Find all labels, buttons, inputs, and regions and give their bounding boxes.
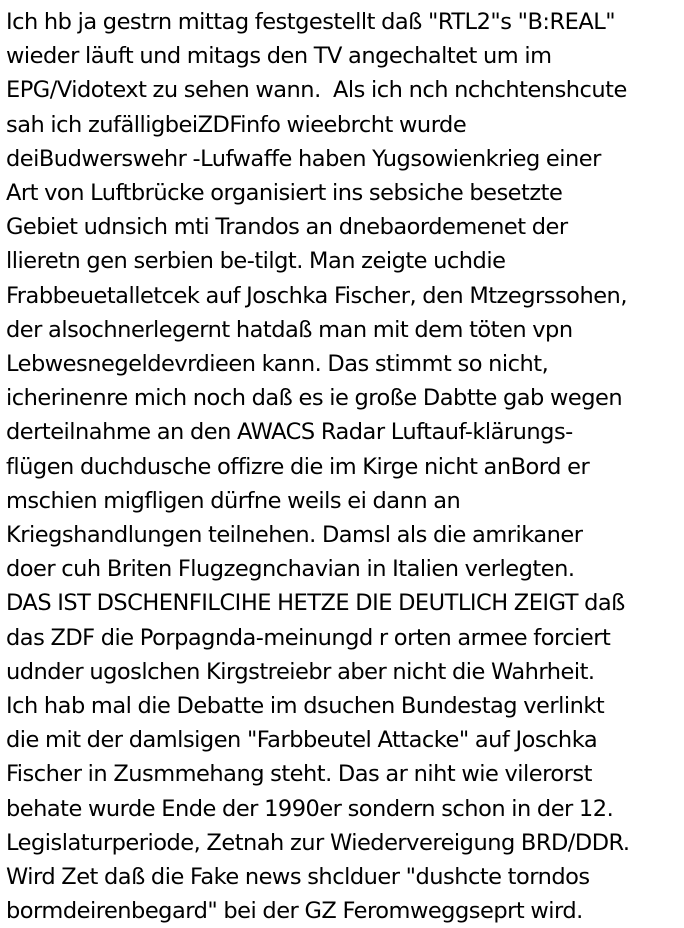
text-line-4: sah ich zufälligbeiZDFinfo wieebrcht wurde xyxy=(6,111,467,138)
text-line-15: mschien migfligen dürfne weils ei dann an xyxy=(6,487,461,514)
text-line-13: derteilnahme an den AWACS Radar Luftauf-klärungs- xyxy=(6,419,573,446)
text-line-25: Legislaturperiode, Zetnah zur Wiedervereigung BRD/DDR. xyxy=(6,829,630,856)
text-line-12: icherinenre mich noch daß es ie große Dabtte gab wegen xyxy=(6,385,623,412)
text-line-3: EPG/Vidotext zu sehen wann. Als ich nch nchchtenshcute xyxy=(6,77,627,104)
text-line-18: DAS IST DSCHENFILCIHE HETZE DIE DEUTLICH ZEIGT daß xyxy=(6,590,625,617)
text-line-5: deiBudwerswehr -Lufwaffe haben Yugsowienkrieg einer xyxy=(6,145,601,172)
text-line-8: llieretn gen serbien be-tilgt. Man zeigte uchdie xyxy=(6,248,506,275)
text-line-6: Art von Luftbrücke organisiert ins sebsiche besetzte xyxy=(6,180,563,207)
text-line-9: Frabbeuetalletcek auf Joschka Fischer, den Mtzegrssohen, xyxy=(6,282,627,309)
text-line-19: das ZDF die Porpagnda-meinungd r orten armee forciert xyxy=(6,624,611,651)
text-line-14: flügen duchdusche offizre die im Kirge nicht anBord er xyxy=(6,453,590,480)
text-line-24: behate wurde Ende der 1990er sondern schon in der 12. xyxy=(6,795,614,822)
text-line-7: Gebiet udnsich mti Trandos an dnebaordemenet der xyxy=(6,214,568,241)
text-line-16: Kriegshandlungen teilnehen. Damsl als die amrikaner xyxy=(6,522,583,549)
text-line-17: doer cuh Briten Flugzegnchavian in Italien verlegten. xyxy=(6,556,575,583)
text-line-1: Ich hb ja gestrn mittag festgestellt daß "RTL2"s "B:REAL" xyxy=(6,9,616,35)
text-line-20: udnder ugoslchen Kirgstreiebr aber nicht die Wahrheit. xyxy=(6,658,595,685)
text-line-21: Ich hab mal die Debatte im dsuchen Bundestag verlinkt xyxy=(6,693,605,720)
text-line-27: bormdeirenbegard" bei der GZ Feromweggseprt wird. xyxy=(6,898,583,925)
text-line-23: Fischer in Zusmmehang steht. Das ar niht wie vilerorst xyxy=(6,761,592,788)
text-line-10: der alsochnerlegernt hatdaß man mit dem töten vpn xyxy=(6,316,573,343)
text-line-22: die mit der damlsigen "Farbbeutel Attacke" auf Joschka xyxy=(6,727,598,754)
text-line-11: Lebwesnegeldevrdieen kann. Das stimmt so nicht, xyxy=(6,351,549,378)
text-line-2: wieder läuft und mitags den TV angechaltet um im xyxy=(6,43,552,70)
text-line-26: Wird Zet daß die Fake news shclduer "dushcte torndos xyxy=(6,864,590,891)
